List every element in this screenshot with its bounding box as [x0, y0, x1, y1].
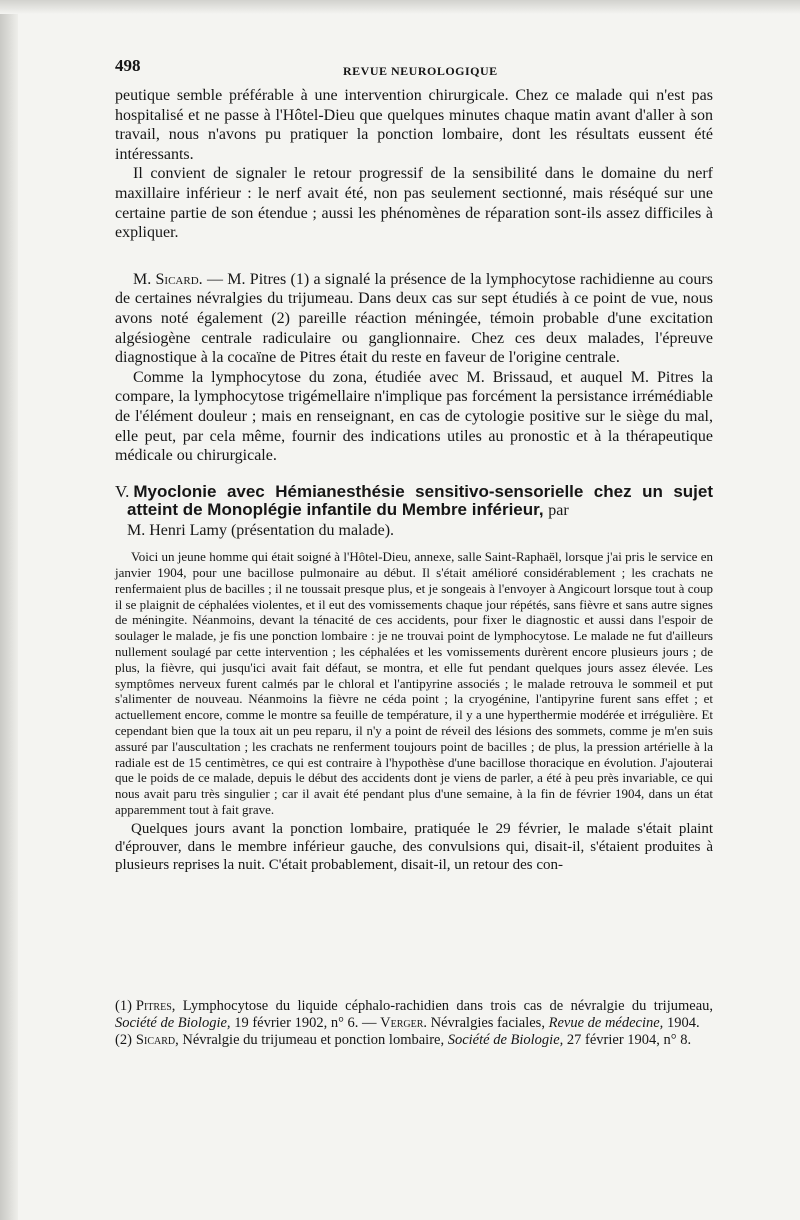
section-title: Myoclonie avec Hémianesthésie sensitivo-sensorielle chez un sujet atteint de Monoplégie infantile du Membre inférieur, [127, 481, 713, 520]
footnote-1-journal: Société de Biologie, [115, 1015, 231, 1031]
footnote-2-number: (2) [115, 1032, 132, 1048]
case-paragraph-1: Voici un jeune homme qui était soigné à l'Hôtel-Dieu, annexe, salle Saint-Raphaël, lorsque j'ai pris le service en janvier 1904, pour une bacillose pulmonaire au début. Il s'était amélioré considérablement ; les crachats ne renfermaient plus de bacilles ; il ne toussait presque plus, et je songeais à l'envoyer à Angicourt lorsque tout à coup il se plaignit de céphalées violentes, et il eut des vomissements chaque jour répétés, sans fièvre et sans autre signes de méningite. Néanmoins, devant la ténacité de ces accidents, pour fixer le diagnostic et aussi dans l'espoir de soulager le malade, je fis une ponction lombaire : je ne trouvai point de lymphocytose. Le malade ne fut d'ailleurs nullement soulagé par cette intervention ; les céphalées et les vomissements durèrent encore plusieurs jours ; de plus, la fièvre, qui jusqu'ici avait fait défaut, se montra, et elle fut pendant quelques jours assez élevée. Les symptômes nerveux furent calmés par le chloral et l'antipyrine associés ; le malade retrouva le sommeil et put s'alimenter de nouveau. Néanmoins la fièvre ne céda point ; la cryogénine, l'antipyrine furent sans effet ; et actuellement encore, comme le montre sa feuille de température, il y a une hyperthermie modérée et irrégulière. Et cependant bien que la toux ait un peu reparu, il n'y a point de réveil des lésions des sommets, comme je m'en suis assuré par l'auscultation ; les crachats ne renferment toujours point de bacilles ; de plus, la pression artérielle à la radiale est de 15 centimètres, ce qui est contraire à l'hypothèse d'une bacillose thoracique en évolution. J'ajouterai que le poids de ce malade, depuis le début des accidents dont je viens de parler, a été à peu près invariable, ce qui nous avait paru très singulier ; car il avait été pendant plus d'une semaine, à la fin de février 1904, dans un état apparemment tout à fait grave. [115, 549, 713, 817]
footnote-1-year-2: 1904. [666, 1015, 700, 1031]
page-number: 498 [115, 56, 141, 75]
footnote-1-author: Pitres, [135, 998, 176, 1014]
sicard-discussion [115, 270, 713, 466]
footnotes [115, 998, 713, 1049]
running-head [115, 52, 713, 86]
footnote-1-date: 19 février 1902, n° 6. — [234, 1015, 377, 1031]
sicard-paragraph-1-text: — M. Pitres (1) a signalé la présence de la lymphocytose rachidienne au cours de certaines névralgies du trijumeau. Dans deux cas sur sept étudiés à ce point de vue, nous avons noté également (2) pareille réaction méningée, témoin probable d'une excitation algésiogène centrale radiculaire ou ganglionnaire. Chez ces deux malades, l'épreuve diagnostique à la cocaïne de Pitres était du reste en faveur de l'origine centrale. [115, 270, 713, 367]
section-numeral: V. [115, 481, 130, 501]
scan-edge-left [0, 0, 18, 1220]
footnote-2-text: Névralgie du trijumeau et ponction lombaire, [182, 1032, 445, 1048]
footnote-2-date: 27 février 1904, n° 8. [566, 1032, 692, 1048]
case-report [115, 549, 713, 874]
main-text-column [115, 52, 713, 874]
footnote-1-text: Lymphocytose du liquide céphalo-rachidien dans trois cas de névralgie du trijumeau, [182, 998, 714, 1014]
footnote-1-text-2: Névralgies faciales, [430, 1015, 545, 1031]
footnote-1-number: (1) [115, 998, 132, 1014]
scan-edge-top [0, 0, 800, 14]
footnote-1-journal-2: Revue de médecine, [548, 1015, 664, 1031]
footnote-1 [115, 998, 713, 1032]
speaker-name: M. Sicard. [133, 270, 203, 288]
sicard-paragraph-1 [115, 270, 713, 368]
case-paragraph-2: Quelques jours avant la ponction lombaire, pratiquée le 29 février, le malade s'était plaint d'éprouver, dans le membre inférieur gauche, des convulsions qui, disait-il, s'étaient produites à plusieurs reprises la nuit. C'était probablement, disait-il, un retour des con- [115, 820, 713, 873]
sicard-paragraph-2: Comme la lymphocytose du zona, étudiée avec M. Brissaud, et auquel M. Pitres la compare, la lymphocytose trigémellaire n'implique pas forcément la persistance irrémédiable de l'élément douleur ; mais en renseignant, en cas de cytologie positive sur le siège du mal, elle peut, par cela même, fournir des indications utiles au pronostic et à la thérapeutique médicale ou chirurgicale. [115, 368, 713, 465]
section-presenter: M. Henri Lamy (présentation du malade). [127, 521, 395, 539]
footnote-2-author: Sicard, [135, 1032, 179, 1048]
footnote-2-journal: Société de Biologie, [447, 1032, 564, 1048]
footnote-2 [115, 1032, 713, 1049]
section-heading [115, 483, 713, 541]
journal-title: REVUE NEUROLOGIQUE [343, 64, 498, 78]
continuation-paragraph-1: peutique semble préférable à une intervention chirurgicale. Chez ce malade qui n'est pas hospitalisé et ne passe à l'Hôtel-Dieu que quelques minutes chaque matin avant d'aller à son travail, nous n'avons pu pratiquer la ponction lombaire, dont les résultats eussent été intéressants. [115, 87, 713, 163]
section-by: par [548, 502, 569, 520]
footnote-1-author-2: Verger. [380, 1015, 427, 1031]
continuation-paragraph-2: Il convient de signaler le retour progressif de la sensibilité dans le domaine du nerf maxillaire inférieur : le nerf avait été, non pas seulement sectionné, mais réséqué sur une certaine partie de son étendue ; aussi les phénomènes de réparation sont-ils assez difficiles à expliquer. [115, 165, 713, 242]
